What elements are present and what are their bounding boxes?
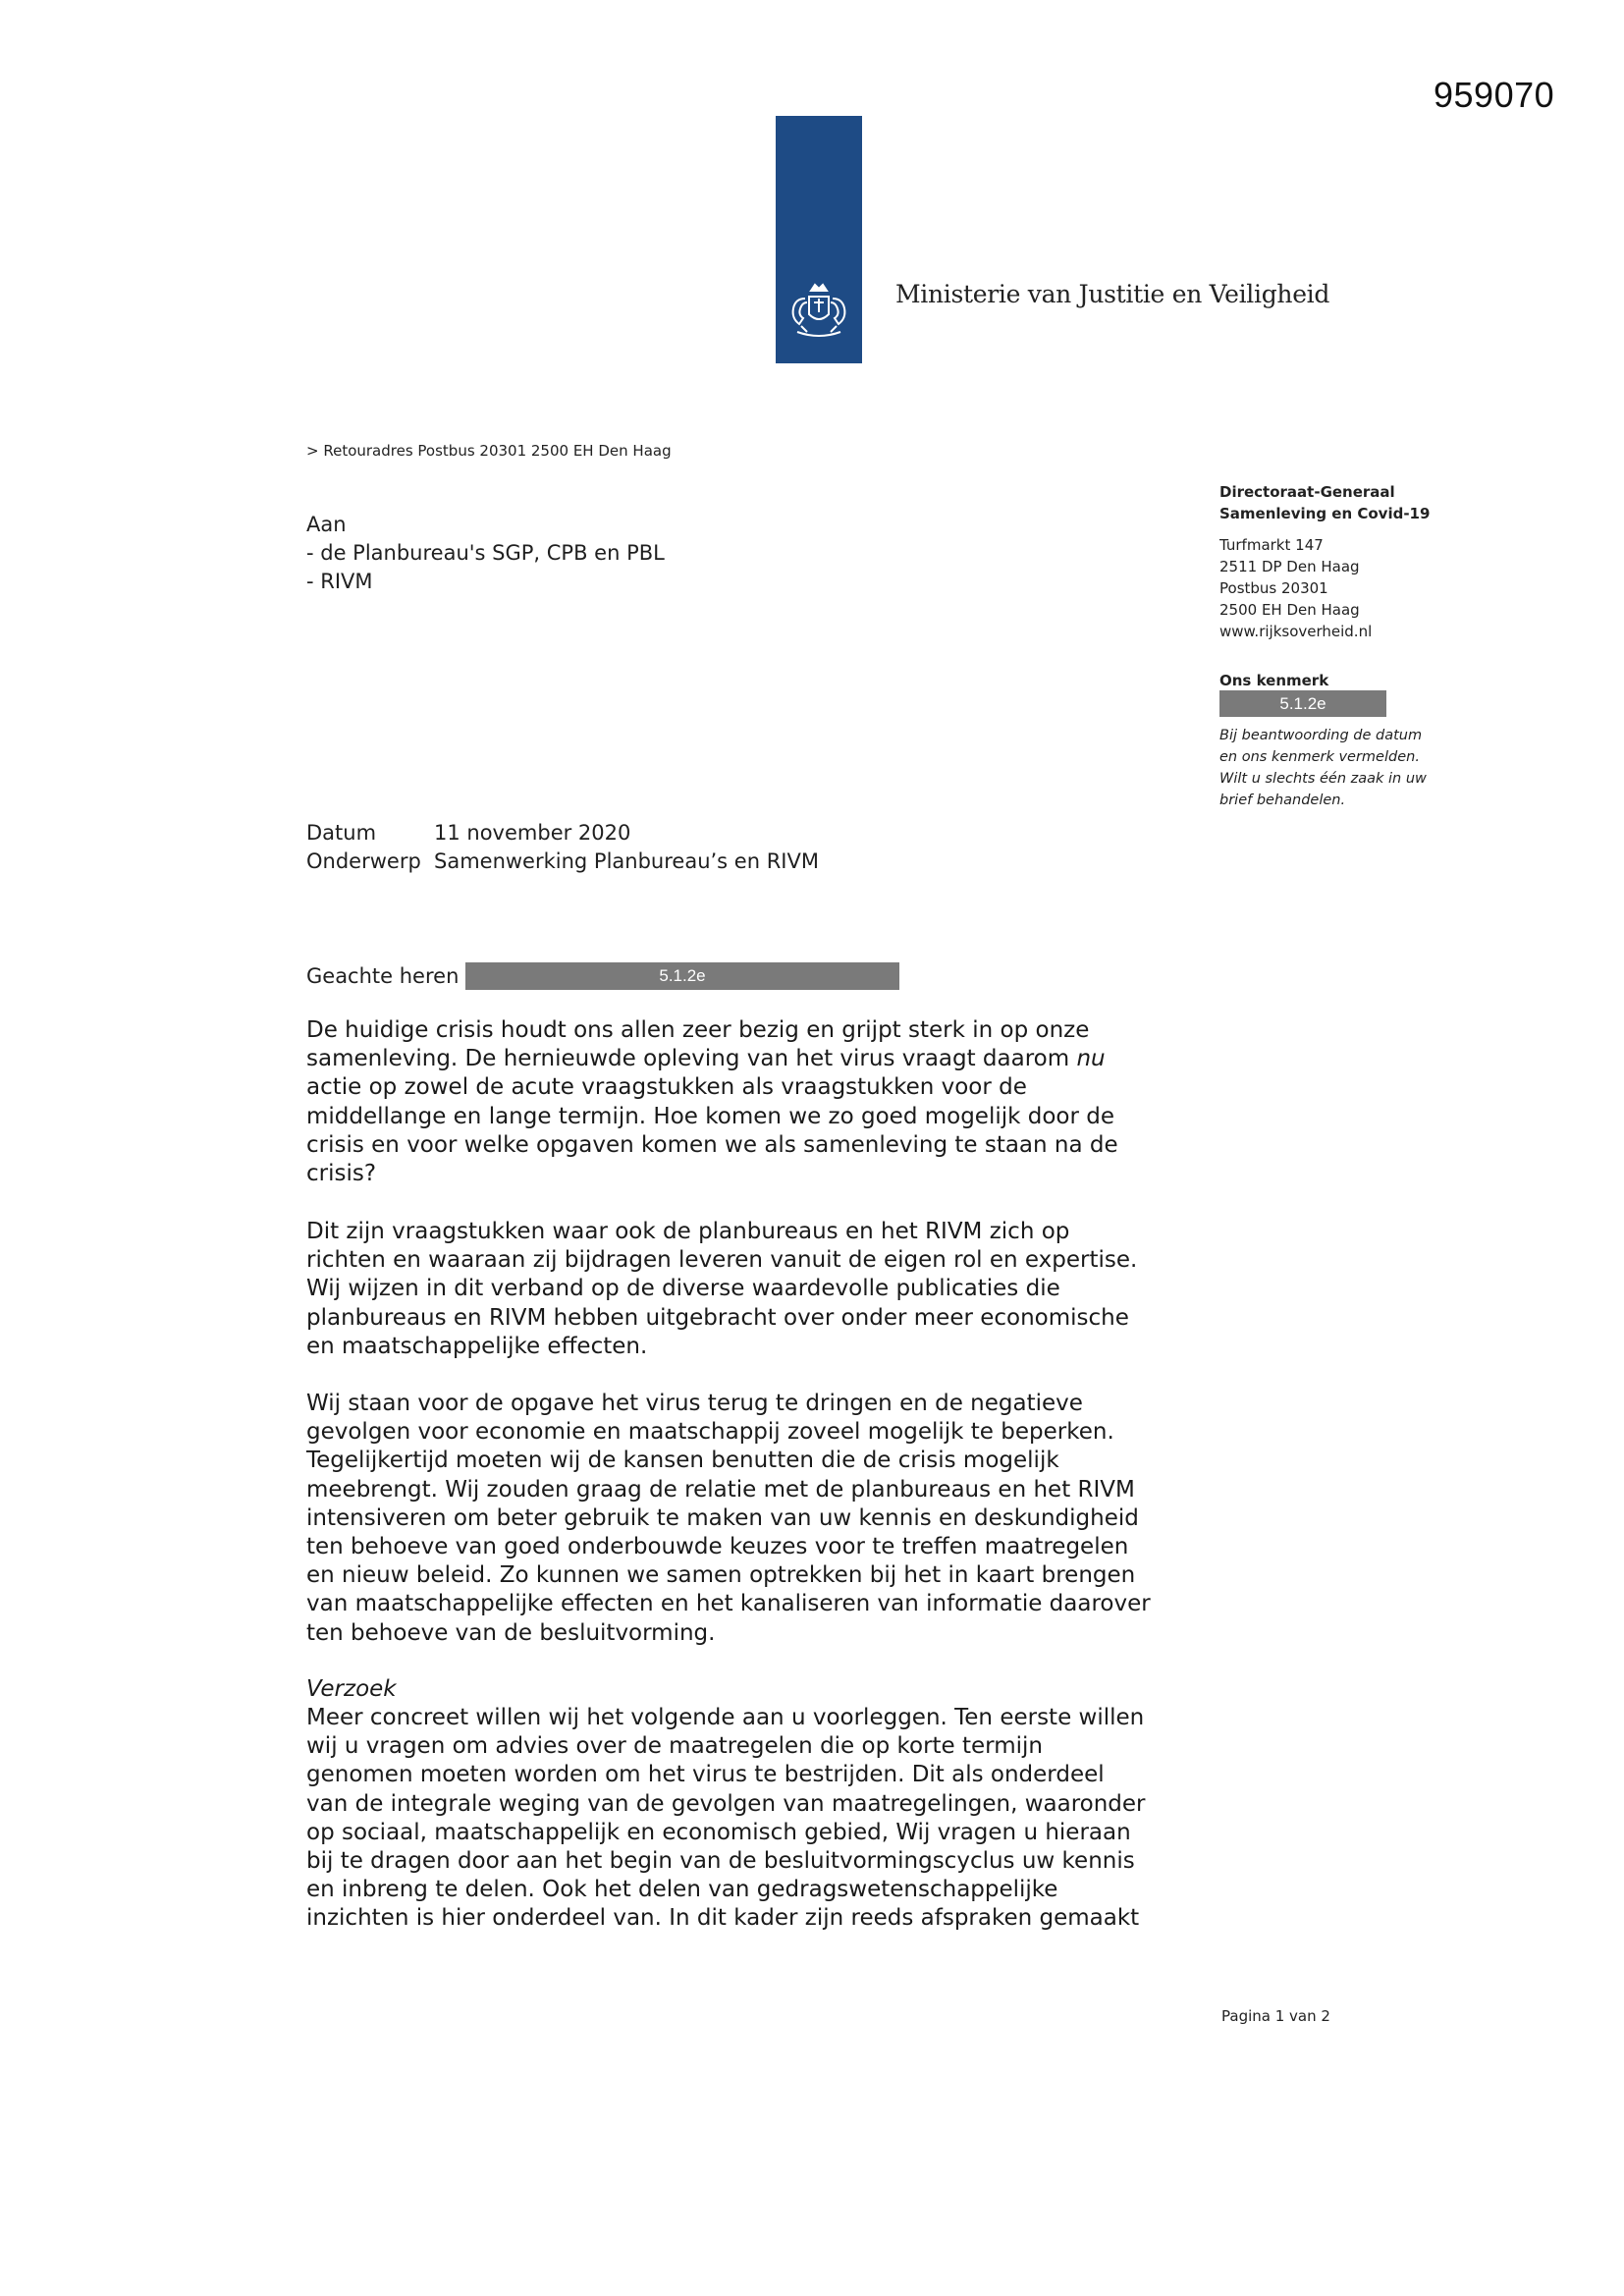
paragraph-4: [306, 1704, 1210, 1934]
text-line: crisis?: [306, 1161, 377, 1187]
section-heading-verzoek: Verzoek: [306, 1676, 397, 1702]
salutation-redaction: 5.1.2e: [465, 962, 899, 990]
text-line: gevolgen voor economie en maatschappij zoveel mogelijk te beperken.: [306, 1419, 1114, 1446]
text-line: en inbreng te delen. Ook het delen van gedragswetenschappelijke: [306, 1877, 1058, 1903]
reference-note-line: Bij beantwoording de datum: [1219, 728, 1423, 743]
text-line: inzichten is hier onderdeel van. In dit kader zijn reeds afspraken gemaakt: [306, 1905, 1140, 1932]
government-logo-bar: [776, 116, 862, 363]
reference-note-line: brief behandelen.: [1219, 793, 1346, 808]
department-line: Directoraat-Generaal: [1219, 483, 1395, 501]
text-line: wij u vragen om advies over de maatregelen die op korte termijn: [306, 1733, 1043, 1760]
text-line: actie op zowel de acute vraagstukken als vraagstukken voor de: [306, 1074, 1027, 1101]
text-line: richten en waaraan zij bijdragen leveren vanuit de eigen rol en expertise.: [306, 1247, 1138, 1274]
text-line: samenleving. De hernieuwde opleving van het virus vraagt daarom nu: [306, 1046, 1106, 1072]
text-line: De huidige crisis houdt ons allen zeer bezig en grijpt sterk in op onze: [306, 1017, 1090, 1043]
text-line: Wij wijzen in dit verband op de diverse waardevolle publicaties die: [306, 1276, 1060, 1302]
letter-meta: [306, 819, 819, 876]
text-line: middellange en lange termijn. Hoe komen we zo goed mogelijk door de: [306, 1103, 1115, 1129]
return-address: > Retouradres Postbus 20301 2500 EH Den Haag: [306, 442, 672, 460]
date-label: Datum: [306, 821, 377, 845]
subject-value: Samenwerking Planbureau’s en RIVM: [434, 849, 819, 873]
text-line: bij te dragen door aan het begin van de besluitvormingscyclus uw kennis: [306, 1848, 1135, 1875]
text-line: planbureaus en RIVM hebben uitgebracht over onder meer economische: [306, 1304, 1129, 1331]
subject-row: [306, 847, 819, 876]
sender-block: [1219, 481, 1430, 642]
text-line: genomen moeten worden om het virus te bestrijden. Dit als onderdeel: [306, 1762, 1105, 1788]
paragraph-3: [306, 1390, 1210, 1648]
text-line: intensiveren om beter gebruik te maken van uw kennis en deskundigheid: [306, 1504, 1139, 1531]
reference-redaction: 5.1.2e: [1219, 690, 1386, 717]
text-line: van maatschappelijke effecten en het kanaliseren van informatie daarover: [306, 1591, 1151, 1617]
text-line: Tegelijkertijd moeten wij de kansen benutten die de crisis mogelijk: [306, 1448, 1059, 1474]
reference-label: Ons kenmerk: [1219, 672, 1329, 689]
recipient-block: [306, 511, 665, 596]
text-line: crisis en voor welke opgaven komen we als samenleving te staan na de: [306, 1131, 1118, 1158]
recipient-line: - de Planbureau's SGP, CPB en PBL: [306, 541, 665, 565]
department-line: Samenleving en Covid-19: [1219, 505, 1431, 522]
document-number: 959070: [1434, 75, 1555, 115]
paragraph-1: [306, 1016, 1210, 1188]
paragraph-2: [306, 1218, 1210, 1361]
recipient-line: Aan: [306, 513, 347, 536]
reference-note-line: Wilt u slechts één zaak in uw: [1219, 771, 1427, 787]
coat-of-arms-icon: [782, 275, 856, 350]
text-line: en nieuw beleid. Zo kunnen we samen optrekken bij het in kaart brengen: [306, 1562, 1136, 1589]
subject-label: Onderwerp: [306, 849, 421, 873]
text-line: van de integrale weging van de gevolgen van maatregelingen, waaronder: [306, 1790, 1146, 1817]
text-line: Wij staan voor de opgave het virus terug te dringen en de negatieve: [306, 1391, 1083, 1416]
text-line: ten behoeve van goed onderbouwde keuzes voor te treffen maatregelen: [306, 1534, 1129, 1560]
date-value: 11 november 2020: [434, 821, 631, 845]
reference-note: [1219, 725, 1427, 811]
salutation: Geachte heren: [306, 964, 460, 988]
website-line: www.rijksoverheid.nl: [1219, 623, 1373, 640]
ministry-name: Ministerie van Justitie en Veiligheid: [895, 280, 1330, 308]
address-line: Postbus 20301: [1219, 579, 1328, 597]
text-line: ten behoeve van de besluitvorming.: [306, 1619, 716, 1646]
text-line: op sociaal, maatschappelijk en economisch gebied, Wij vragen u hieraan: [306, 1819, 1131, 1845]
page-number: Pagina 1 van 2: [1221, 2007, 1330, 2025]
recipient-line: - RIVM: [306, 570, 373, 593]
date-row: [306, 819, 819, 847]
address-line: 2511 DP Den Haag: [1219, 558, 1360, 575]
address-line: 2500 EH Den Haag: [1219, 601, 1360, 619]
emphasis: nu: [1076, 1046, 1106, 1072]
text-line: meebrengt. Wij zouden graag de relatie met de planbureaus en het RIVM: [306, 1476, 1135, 1503]
address-line: Turfmarkt 147: [1219, 536, 1324, 554]
reference-note-line: en ons kenmerk vermelden.: [1219, 749, 1420, 765]
text-line: Dit zijn vraagstukken waar ook de planbureaus en het RIVM zich op: [306, 1219, 1070, 1244]
text-line: Meer concreet willen wij het volgende aan u voorleggen. Ten eerste willen: [306, 1705, 1145, 1730]
text-line: en maatschappelijke effecten.: [306, 1333, 648, 1359]
